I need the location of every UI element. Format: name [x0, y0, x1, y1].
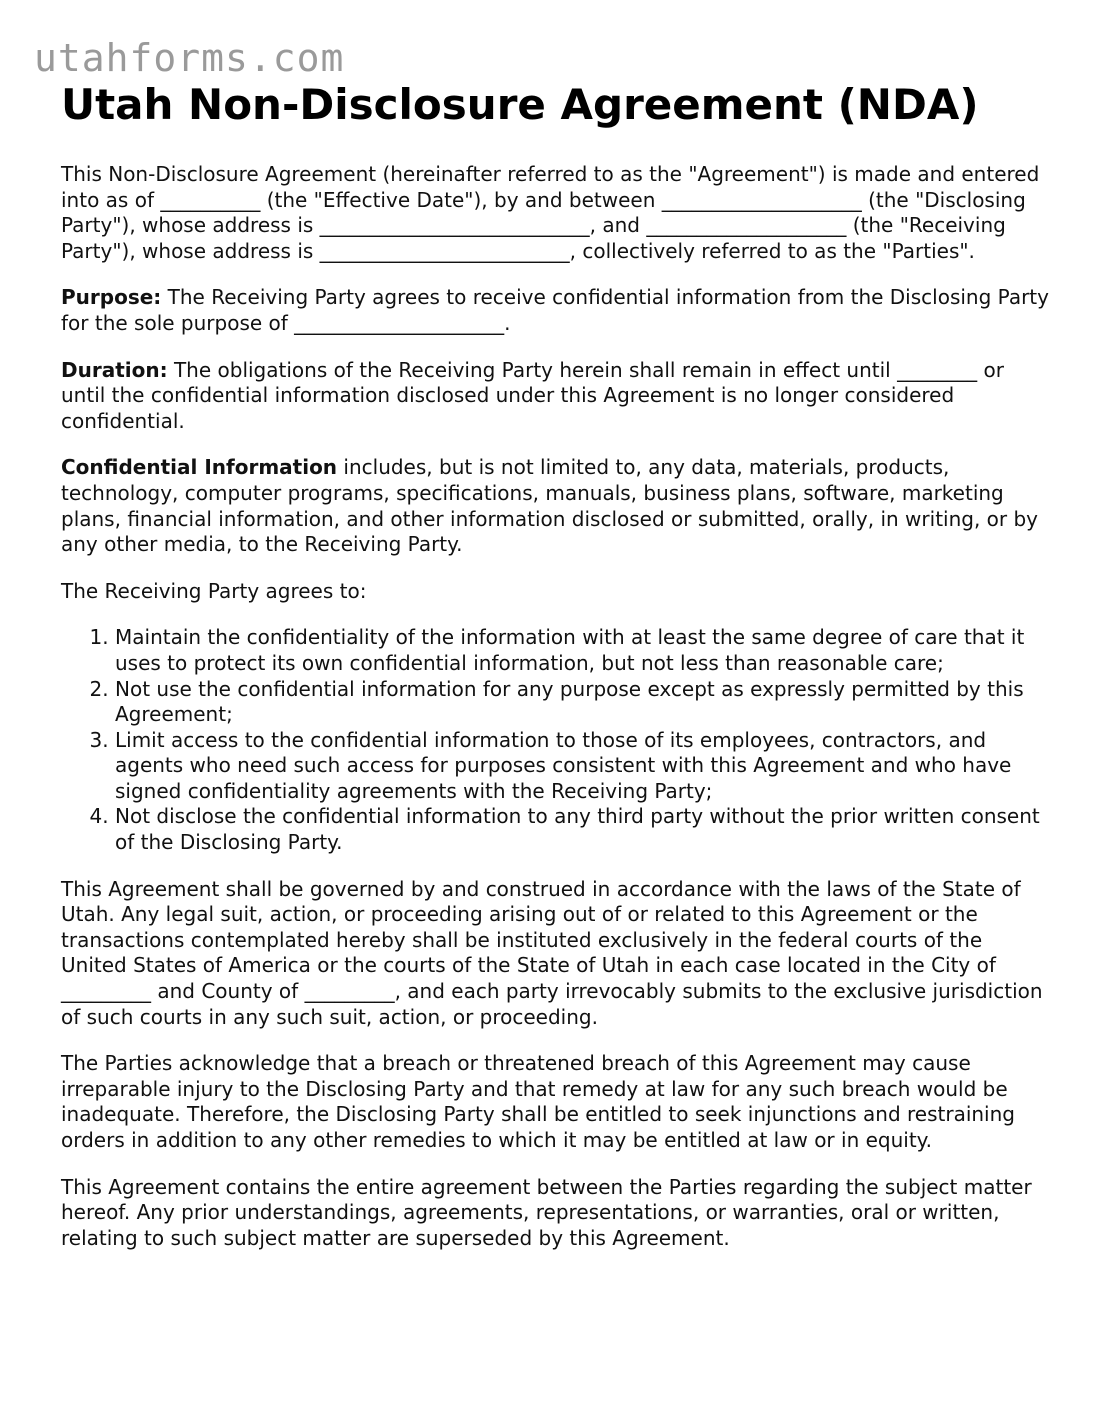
- list-item: 2. Not use the confidential information for any purpose except as expressly permitted by this Agreement;: [115, 677, 1051, 728]
- purpose-text: The Receiving Party agrees to receive confidential information from the Disclosing Party for the sole purpose of _____________________.: [61, 285, 1049, 335]
- agrees-intro: The Receiving Party agrees to:: [61, 578, 367, 603]
- duration-label: Duration:: [61, 357, 168, 382]
- document-body: [61, 78, 1051, 1272]
- breach-paragraph: The Parties acknowledge that a breach or threatened breach of this Agreement may cause irreparable injury to the Disclosing Party and that remedy at law for any such breach would be inadequate. Therefore, the Disclosing Party shall be entitled to seek injunctions and restraining orders in addition to any other remedies to which it may be entitled at law or in equity.: [61, 1051, 1015, 1152]
- obligations-list: [61, 625, 1051, 855]
- intro-paragraph: This Non-Disclosure Agreement (hereinafter referred to as the "Agreement") is made and entered into as of __________ (the "Effective Date"), by and between ____________________ (the "Disclosing Party"), whose address is ___________________________, and ____________________ (the "Receiving Party"), whose address is _________________________, collectively referred to as the "Parties".: [61, 162, 1040, 263]
- confidential-info-text: includes, but is not limited to, any data, materials, products, technology, computer programs, specifications, manuals, business plans, software, marketing plans, financial information, and other information disclosed or submitted, orally, in writing, or by any other media, to the Receiving Party.: [61, 455, 1039, 557]
- duration-paragraph: [61, 358, 1051, 435]
- duration-text: The obligations of the Receiving Party herein shall remain in effect until ________ or until the confidential information disclosed under this Agreement is no longer considered confidential.: [61, 357, 1004, 433]
- list-item: 1. Maintain the confidentiality of the information with at least the same degree of care that it uses to protect its own confidential information, but not less than reasonable care;: [115, 625, 1051, 676]
- list-item: 4. Not disclose the confidential information to any third party without the prior written consent of the Disclosing Party.: [115, 804, 1051, 855]
- entire-agreement-paragraph: This Agreement contains the entire agreement between the Parties regarding the subject matter hereof. Any prior understandings, agreements, representations, or warranties, oral or written, relating to such subject matter are superseded by this Agreement.: [61, 1174, 1032, 1250]
- purpose-paragraph: [61, 285, 1051, 336]
- document-title: Utah Non-Disclosure Agreement (NDA): [61, 80, 979, 129]
- governing-law-paragraph: This Agreement shall be governed by and construed in accordance with the laws of the State of Utah. Any legal suit, action, or proceeding arising out of or related to this Agreement or the transactions contemplated hereby shall be instituted exclusively in the federal courts of the United States of America or the courts of the State of Utah in each case located in the City of _________ and County of _________, and each party irrevocably submits to the exclusive jurisdiction of such courts in any such suit, action, or proceeding.: [61, 876, 1043, 1029]
- purpose-label: Purpose:: [61, 285, 162, 310]
- confidential-info-label: Confidential Information: [61, 455, 338, 480]
- confidential-info-paragraph: [61, 455, 1051, 557]
- list-item: 3. Limit access to the confidential information to those of its employees, contractors, and agents who need such access for purposes consistent with this Agreement and who have signed confidentiality agreements with the Receiving Party;: [115, 728, 1051, 805]
- watermark: utahforms.com: [34, 36, 345, 80]
